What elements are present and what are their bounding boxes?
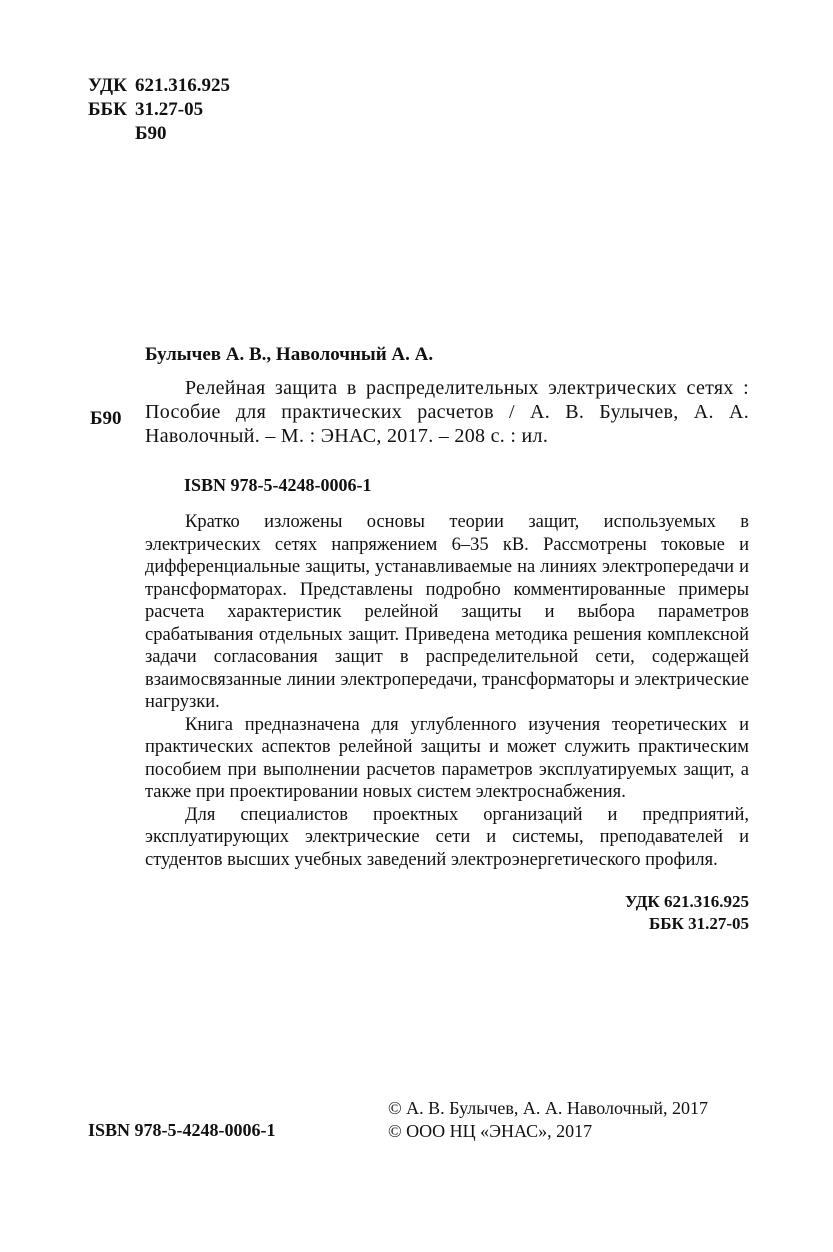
author-mark: Б90 <box>135 123 167 144</box>
bibliographic-description: Релейная защита в распределительных электрических сетях : Пособие для практических расчетов / А. В. Булычев, А. А. Наволочный. – М. : ЭНАС, 2017. – 208 с. : ил. <box>145 377 749 447</box>
copyright-authors: © А. В. Булычев, А. А. Наволочный, 2017 <box>388 1098 708 1118</box>
bbk-value: 31.27-05 <box>135 99 204 120</box>
copyright-publisher: © ООО НЦ «ЭНАС», 2017 <box>388 1121 593 1141</box>
bottom-classification <box>625 891 749 935</box>
udk-value: 621.316.925 <box>135 75 230 96</box>
top-classification <box>88 74 230 146</box>
isbn-main: ISBN 978-5-4248-0006-1 <box>184 475 372 495</box>
annotation <box>145 511 749 871</box>
copyright-block <box>388 1097 708 1143</box>
udk-line <box>88 74 230 98</box>
bottom-bbk: ББК 31.27-05 <box>649 914 749 933</box>
bbk-line <box>88 98 230 122</box>
side-author-mark: Б90 <box>90 408 122 429</box>
annotation-paragraph: Книга предназначена для углубленного изучения теоретических и практических аспектов релейной защиты и может служить практическим пособием при выполнении расчетов параметров эксплуатируемых защит, а также при проектировании новых систем электроснабжения. <box>145 714 749 802</box>
isbn-footer: ISBN 978-5-4248-0006-1 <box>88 1120 276 1140</box>
author-heading: Булычев А. В., Наволочный А. А. <box>145 344 434 365</box>
bbk-key: ББК <box>88 99 127 120</box>
annotation-paragraph: Для специалистов проектных организаций и предприятий, эксплуатирующих электрические сети и системы, преподавателей и студентов высших учебных заведений электроэнергетического профиля. <box>145 804 749 870</box>
udk-key: УДК <box>88 75 127 96</box>
annotation-paragraph: Кратко изложены основы теории защит, используемых в электрических сетях напряжением 6–35 кВ. Рассмотрены токовые и дифференциальные защиты, устанавливаемые на линиях электропередачи и трансформаторах. Представлены подробно комментированные примеры расчета характеристик релейной защиты и выбора параметров срабатывания отдельных защит. Приведена методика решения комплексной задачи согласования защит в распределительной сети, содержащей взаимосвязанные линии электропередачи, трансформаторы и электрические нагрузки. <box>145 512 749 712</box>
bottom-udk: УДК 621.316.925 <box>624 892 749 911</box>
